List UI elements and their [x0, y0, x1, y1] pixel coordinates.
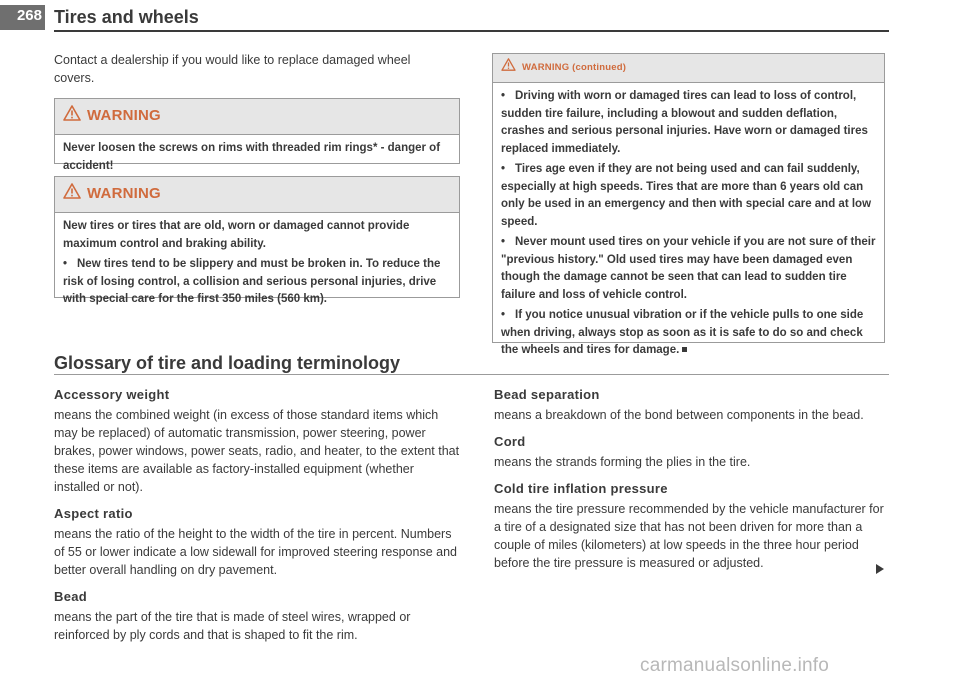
warning-bullet-text: If you notice unusual vibration or if the vehicle pulls to one side when driving, always stop as soon as it is safe to do so and check the wheels and tires for damage.: [501, 309, 864, 356]
warning-body: [55, 212, 459, 316]
glossary-column-right: [494, 387, 886, 582]
warning-text: New tires or tires that are old, worn or damaged cannot provide maximum control and braking ability.: [63, 220, 410, 250]
glossary-term: Cord: [494, 434, 526, 449]
warning-body: [493, 82, 884, 367]
glossary-column-left: [54, 387, 462, 654]
glossary-definition: means the tire pressure recommended by the vehicle manufacturer for a tire of a designated size that has not been driven for more than a couple of miles (kilometers) at low speeds in the three hour period before the tire pressure is measured or adjusted.: [494, 502, 884, 570]
bullet-icon: •: [501, 163, 506, 175]
warning-bullet-text: Driving with worn or damaged tires can lead to loss of control, sudden tire failure, including a blowout and sudden deflation, crashes and serious personal injuries. Have worn or damaged tires replaced immediately.: [501, 90, 868, 155]
glossary-definition: means the ratio of the height to the width of the tire in percent. Numbers of 55 or lower indicate a low sidewall for improved steering response and better overall handling on dry pavement.: [54, 527, 457, 577]
warning-bullet-text: New tires tend to be slippery and must be broken in. To reduce the risk of losing control, a collision and serious personal injuries, drive with special care for the first 350 miles (560 km).: [63, 258, 441, 305]
warning-label: WARNING: [87, 107, 161, 124]
glossary-term: Accessory weight: [54, 387, 170, 402]
bullet-icon: •: [501, 236, 506, 248]
glossary-term: Bead: [54, 589, 87, 604]
warning-label: WARNING (continued): [522, 61, 627, 73]
warning-text: Never loosen the screws on rims with threaded rim rings* - danger of accident!: [63, 142, 441, 172]
warning-header: [55, 177, 459, 212]
warning-triangle-icon: [63, 183, 81, 204]
glossary-term: Bead separation: [494, 387, 600, 402]
glossary-definition: means the strands forming the plies in the tire.: [494, 455, 751, 469]
warning-header: [55, 99, 459, 134]
warning-bullet-item: [501, 307, 876, 360]
warning-box-continued: [492, 53, 885, 356]
intro-paragraph: Contact a dealership if you would like to replace damaged wheel covers.: [54, 53, 411, 85]
glossary-term: Aspect ratio: [54, 506, 133, 521]
warning-bullet-item: [501, 88, 876, 158]
warning-bullet-item: [501, 161, 876, 231]
warning-label: WARNING: [87, 185, 161, 202]
continued-arrow-icon: [876, 564, 884, 574]
warning-bullet-item: [63, 256, 451, 309]
warning-header: [493, 54, 884, 82]
warning-box-rims: [54, 98, 460, 172]
glossary-definition: means the combined weight (in excess of those standard items which may be replaced) of automatic transmission, power steering, power brakes, power windows, power seats, radio, and heater, to the extent that these items are available as factory-installed equipment (whether installed or not).: [54, 408, 460, 494]
warning-triangle-icon: [63, 105, 81, 126]
page-number: 268: [16, 7, 42, 24]
section-title: Glossary of tire and loading terminology: [54, 353, 401, 373]
glossary-term: Cold tire inflation pressure: [494, 481, 668, 496]
warning-bullet-text: Never mount used tires on your vehicle if you are not sure of their "previous history." Old used tires may have been damaged even though the damage cannot be seen that can lead to sudden tire failure and loss of vehicle control.: [501, 236, 876, 301]
warning-bullet-text: Tires age even if they are not being used and can fail suddenly, especially at high speeds. Tires that are more than 6 years old can only be used in an emergency and then with special care and at low speed.: [501, 163, 872, 228]
chapter-title: Tires and wheels: [54, 7, 199, 27]
warning-body: [55, 134, 459, 182]
glossary-definition: means the part of the tire that is made of steel wires, wrapped or reinforced by ply cords and that is shaped to fit the rim.: [54, 610, 411, 642]
header-divider: [54, 30, 889, 32]
bullet-icon: •: [63, 258, 68, 270]
section-divider: [54, 374, 889, 375]
bullet-icon: •: [501, 90, 506, 102]
warning-triangle-icon: [501, 58, 516, 76]
watermark: carmanualsonline.info: [640, 655, 830, 676]
bullet-icon: •: [501, 309, 506, 321]
warning-bullet-item: [501, 234, 876, 304]
end-of-section-icon: [682, 347, 687, 352]
glossary-definition: means a breakdown of the bond between components in the bead.: [494, 408, 864, 422]
warning-box-new-tires: [54, 176, 460, 305]
